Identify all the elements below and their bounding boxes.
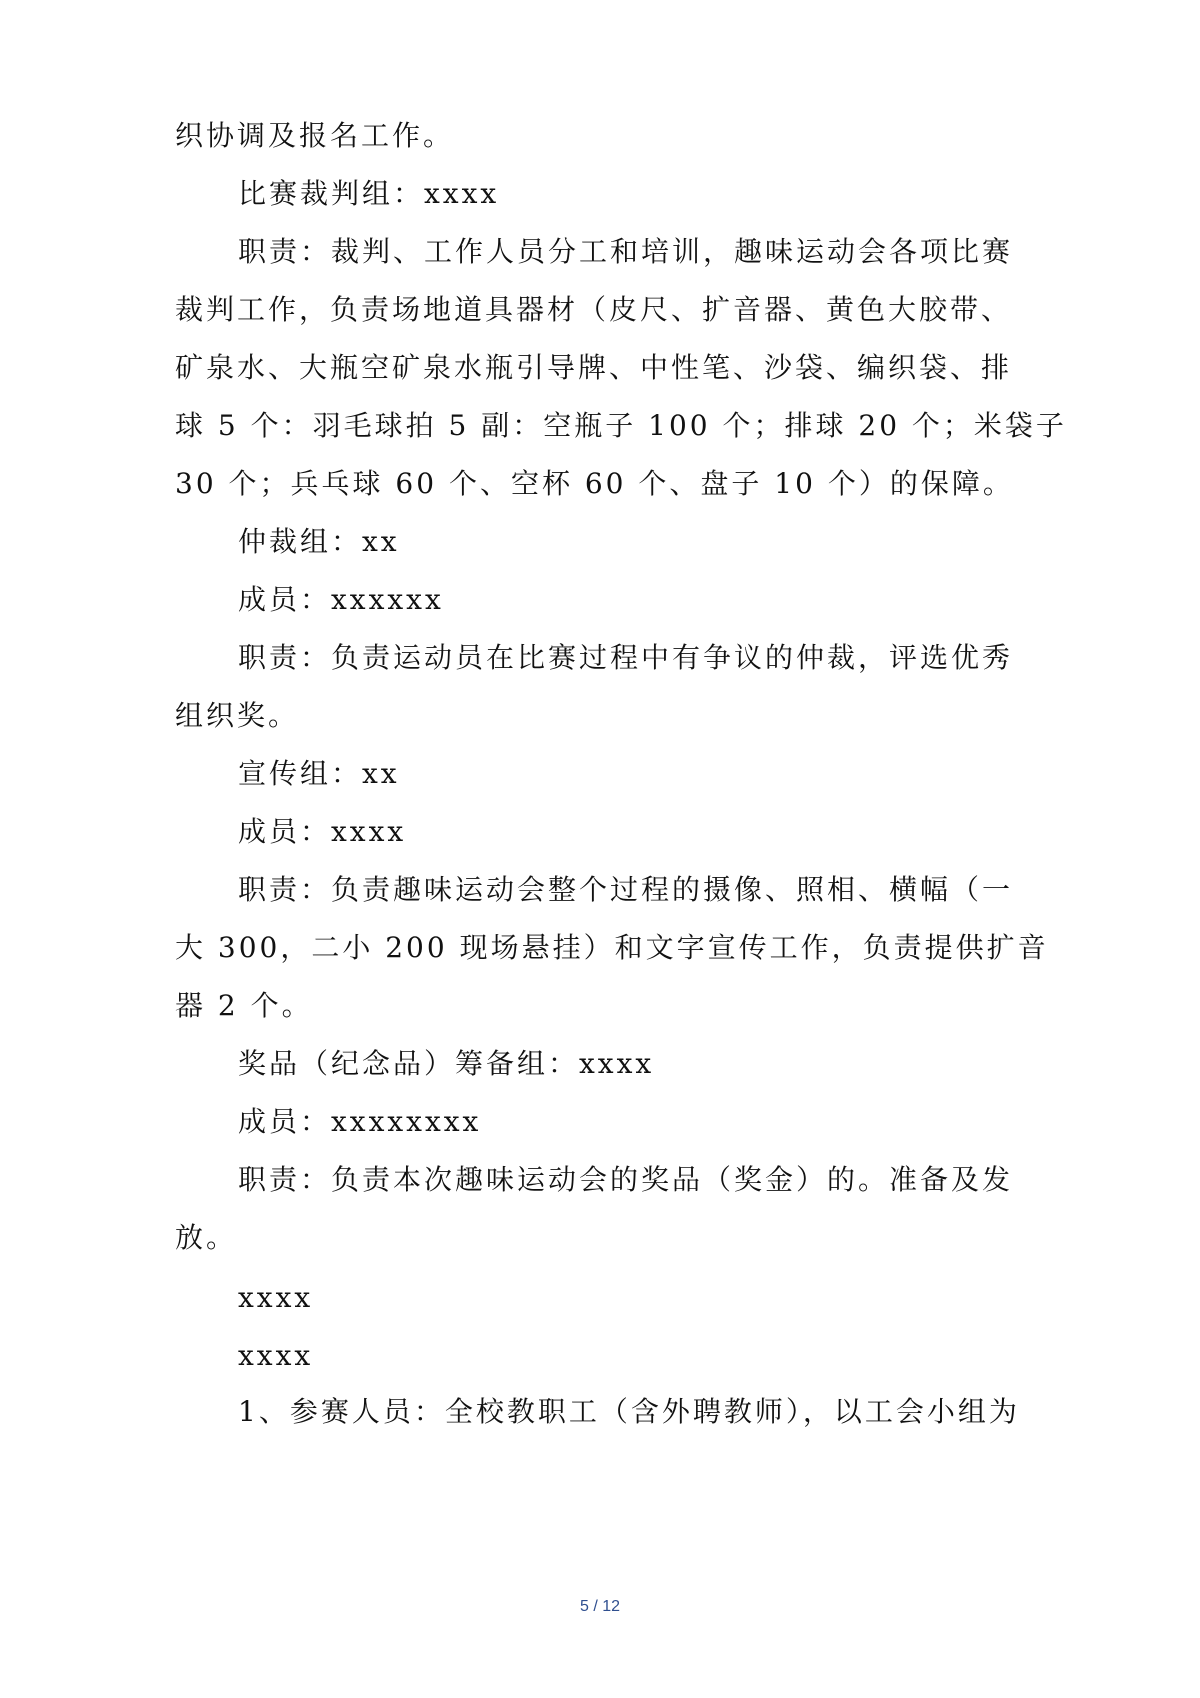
text-line: xxxx: [238, 1281, 314, 1314]
text-line: 1、参赛人员：全校教职工（含外聘教师），以工会小组为: [238, 1395, 1020, 1428]
text-line: 大 300，二小 200 现场悬挂）和文字宣传工作，负责提供扩音: [175, 931, 1049, 964]
text-line: 成员：xxxxxxxx: [238, 1105, 482, 1138]
text-line: 成员：xxxx: [238, 815, 407, 848]
text-line: 器 2 个。: [175, 989, 313, 1022]
text-line: 职责：负责本次趣味运动会的奖品（奖金）的。准备及发: [238, 1163, 1014, 1196]
text-line: 30 个；兵乓球 60 个、空杯 60 个、盘子 10 个）的保障。: [175, 467, 1014, 500]
text-line: xxxx: [238, 1339, 314, 1372]
text-line: 职责：裁判、工作人员分工和培训，趣味运动会各项比赛: [238, 235, 1014, 268]
text-line: 裁判工作，负责场地道具器材（皮尺、扩音器、黄色大胶带、: [175, 293, 1013, 326]
text-line: 矿泉水、大瓶空矿泉水瓶引导牌、中性笔、沙袋、编织袋、排: [175, 351, 1013, 384]
text-line: 奖品（纪念品）筹备组：xxxx: [238, 1047, 655, 1080]
text-line: 放。: [175, 1221, 238, 1254]
text-line: 组织奖。: [175, 699, 300, 732]
text-line: 职责：负责运动员在比赛过程中有争议的仲裁，评选优秀: [238, 641, 1014, 674]
text-line: 职责：负责趣味运动会整个过程的摄像、照相、横幅（一: [238, 873, 1014, 906]
text-line: 织协调及报名工作。: [175, 119, 455, 152]
text-line: 仲裁组：xx: [238, 525, 400, 558]
page-number: 5 / 12: [579, 1598, 621, 1615]
text-line: 比赛裁判组：xxxx: [238, 177, 500, 210]
text-line: 宣传组：xx: [238, 757, 400, 790]
text-line: 球 5 个：羽毛球拍 5 副：空瓶子 100 个；排球 20 个；米袋子: [175, 409, 1067, 442]
text-line: 成员：xxxxxx: [238, 583, 444, 616]
